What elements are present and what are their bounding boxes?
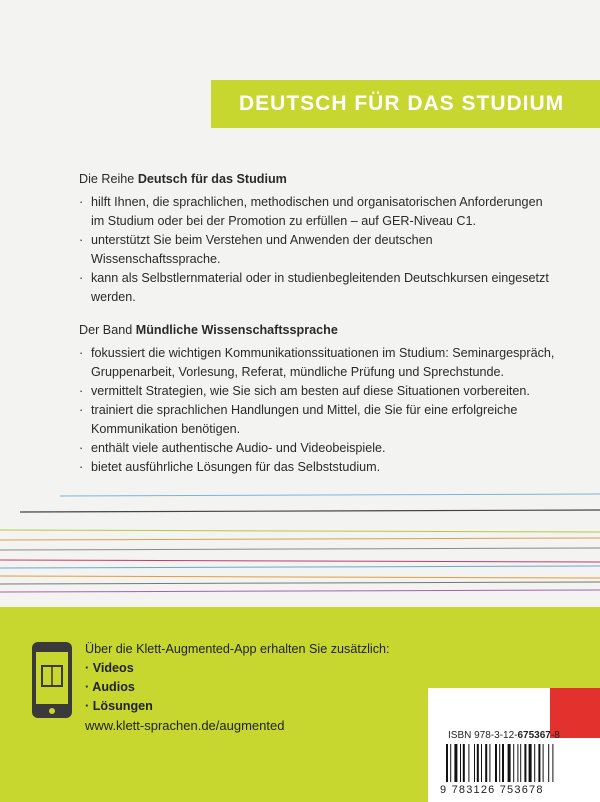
barcode-bar — [508, 744, 511, 782]
series-intro — [79, 170, 559, 189]
app-content-list — [85, 659, 390, 716]
augmented-app-phone-icon — [30, 640, 74, 720]
volume-intro-prefix: Der Band — [79, 323, 136, 337]
bullet-dot: · — [79, 384, 84, 398]
bullet-dot: · — [79, 441, 84, 455]
barcode-bar — [450, 744, 451, 782]
bullet-dot: · — [79, 271, 84, 285]
volume-name: Mündliche Wissenschaftssprache — [135, 323, 338, 337]
list-item-text: enthält viele authentische Audio- und Videobeispiele. — [91, 441, 386, 455]
list-item — [79, 231, 559, 269]
barcode-bar — [485, 744, 487, 782]
list-item — [79, 439, 559, 458]
augmented-url[interactable]: www.klett-sprachen.de/augmented — [85, 718, 285, 733]
barcode-bar — [543, 744, 544, 782]
list-item-text: vermittelt Strategien, wie Sie sich am besten auf diese Situationen vorbereiten. — [91, 384, 530, 398]
barcode-bar — [481, 744, 482, 782]
bullet-dot: · — [79, 346, 84, 360]
list-item-text: unterstützt Sie beim Verstehen und Anwenden der deutschen Wissenschaftssprache. — [91, 233, 433, 266]
barcode-bar — [477, 744, 479, 782]
series-title: DEUTSCH FÜR DAS STUDIUM — [239, 92, 565, 115]
decorative-lines — [0, 490, 600, 600]
isbn-prefix: ISBN 978-3-12- — [448, 730, 518, 741]
app-info — [85, 640, 390, 716]
barcode-bar — [548, 744, 549, 782]
barcode-bar — [538, 744, 540, 782]
list-item — [79, 382, 559, 401]
isbn-bold: 675367 — [517, 730, 551, 741]
bullet-dot: · — [79, 195, 84, 209]
barcode-digits: 9 783126 753678 — [440, 784, 544, 796]
list-item — [79, 458, 559, 477]
barcode-bar — [524, 744, 526, 782]
app-content-item: · Videos — [85, 661, 134, 675]
barcode-bar — [517, 744, 518, 782]
barcode-bar — [499, 744, 500, 782]
barcode-bar — [495, 744, 497, 782]
list-item — [79, 193, 559, 231]
bullet-dot: · — [79, 233, 84, 247]
app-intro: Über die Klett-Augmented-App erhalten Sie zusätzlich: — [85, 642, 390, 656]
bullet-dot: · — [79, 403, 84, 417]
list-item-text: fokussiert die wichtigen Kommunikationssituationen im Studium: Seminargespräch, Gruppenarbeit, Vorlesung, Referat, mündliche Prüfung und Sprechstunde. — [91, 346, 555, 379]
list-item — [79, 401, 559, 439]
barcode-bar — [489, 744, 490, 782]
volume-intro — [79, 321, 559, 340]
barcode — [446, 744, 586, 782]
series-feature-list — [79, 193, 559, 307]
list-item-text: hilft Ihnen, die sprachlichen, methodischen und organisatorischen Anforderungen im Studium oder bei der Promotion zu erfüllen – auf GER-Niveau C1. — [91, 195, 543, 228]
list-item — [79, 269, 559, 307]
volume-feature-list — [79, 344, 559, 477]
app-content-item: · Audios — [85, 680, 135, 694]
barcode-bar — [468, 744, 469, 782]
barcode-bar — [460, 744, 461, 782]
isbn-number — [448, 730, 560, 741]
app-content-item: · Lösungen — [85, 699, 153, 713]
description-text — [79, 170, 559, 477]
barcode-bar — [463, 744, 465, 782]
list-item-text: kann als Selbstlernmaterial oder in studienbegleitenden Deutschkursen eingesetzt werden. — [91, 271, 549, 304]
barcode-bar — [502, 744, 504, 782]
barcode-bar — [534, 744, 535, 782]
barcode-bar — [454, 744, 457, 782]
isbn-suffix: -8 — [550, 730, 560, 741]
list-item-text: trainiert die sprachlichen Handlungen und Mittel, die Sie für eine erfolgreiche Kommunikation benötigen. — [91, 403, 518, 436]
barcode-bar — [529, 744, 532, 782]
barcode-bar — [446, 744, 448, 782]
list-item-text: bietet ausführliche Lösungen für das Selbststudium. — [91, 460, 381, 474]
barcode-bar — [513, 744, 514, 782]
series-intro-prefix: Die Reihe — [79, 172, 138, 186]
barcode-bar — [474, 744, 475, 782]
bullet-dot: · — [79, 460, 84, 474]
barcode-bar — [520, 744, 521, 782]
title-banner — [211, 80, 600, 128]
list-item — [79, 344, 559, 382]
series-name: Deutsch für das Studium — [137, 172, 287, 186]
barcode-bar — [552, 744, 553, 782]
